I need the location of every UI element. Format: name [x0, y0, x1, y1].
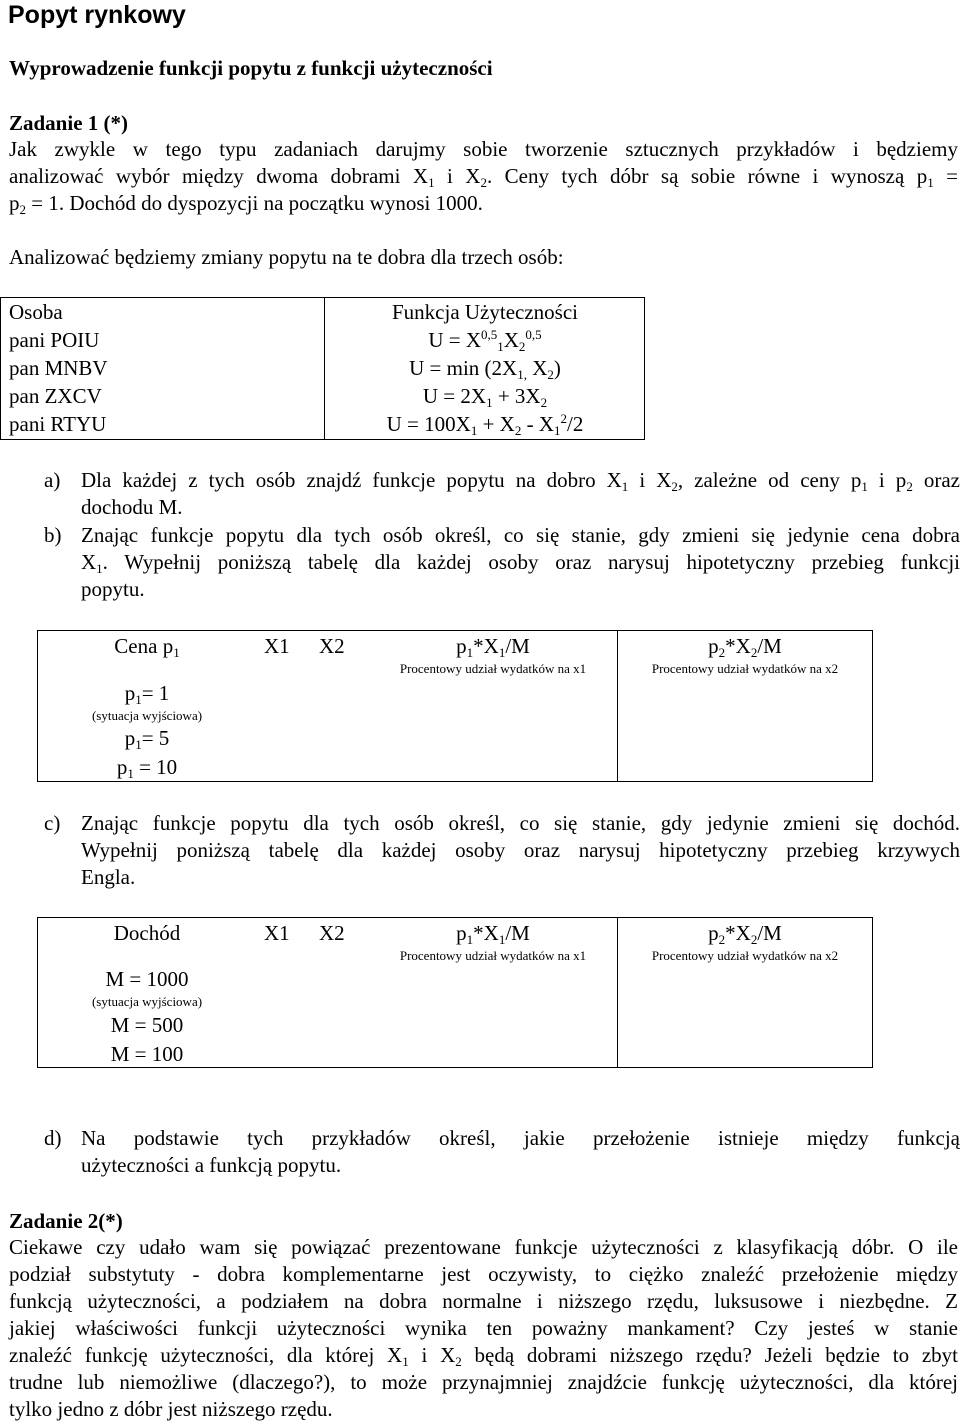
question-text: Znając funkcje popytu dla tych osób określ, co się stanie, gdy zmieni się jedynie cena dobra $X_1$. Wypełnij poniższą tabelę dla każdej osoby oraz narysuj hipotetyczny przebieg funkcji popytu. [81, 523, 960, 601]
task1-intro [9, 136, 958, 217]
paragraph-line: tylko jedno z dóbr jest niższego rzędu. [9, 1397, 333, 1421]
question-a [44, 467, 960, 523]
share-x1-col-caption: Procentowy udział wydatków na x1 [399, 948, 587, 963]
paragraph-line: jakiej właściwości funkcji użyteczności wynika ten poważny mankament? Czy jesteś w stanie [9, 1316, 958, 1340]
table-row-caption: (sytuacja wyjściowa) [91, 708, 203, 723]
paragraph-line: znaleźć funkcję użyteczności, dla której $X_1$ i $X_2$ będą dobrami niższego rzędu? Jeżeli będzie to zbyt [9, 1343, 959, 1369]
price-col-header: Cena $p_1$ [114, 634, 180, 660]
question-text: Na podstawie tych przykładów określ, jakie przełożenie istnieje między funkcją użyteczności a funkcją popytu. [81, 1126, 960, 1177]
table-row-function: $U = \min (2X_{1,}$ $X_2$) [409, 356, 561, 382]
x1-col-header: X1 [264, 634, 290, 658]
x2-col-header: X2 [319, 634, 345, 658]
table-row-caption: (sytuacja wyjściowa) [91, 994, 203, 1009]
table-row-person: pani RTYU [9, 412, 107, 436]
paragraph-line: funkcją użyteczności, a podziałem na dobra normalne i niższego rzędu, luksusowe i niezbędne. Z [9, 1289, 958, 1313]
task2-heading: Zadanie 2(*) [9, 1209, 123, 1233]
table-row-function: $U = 2X_1 + 3X_2$ [422, 384, 548, 410]
table-row-income: M = 1000 [105, 967, 189, 991]
page-title: Popyt rynkowy [8, 1, 186, 29]
price-table [37, 630, 873, 782]
paragraph-line: trudne lub niemożliwe (dlaczego?), to może przynajmniej znajdźcie funkcję użyteczności, dla której [9, 1370, 958, 1394]
question-b [44, 522, 960, 606]
table-row-income: M = 500 [110, 1013, 184, 1037]
intro-line: $p_2 = 1$. Dochód do dyspozycji na początku wynosi 1000. [9, 191, 483, 217]
intro-line: analizować wybór między dwoma dobrami $X_1$ i $X_2$. Ceny tych dóbr są sobie równe i wynoszą $p_1$ = [9, 164, 958, 190]
question-label: a) [44, 468, 61, 492]
analysis-intro: Analizować będziemy zmiany popytu na te dobra dla trzech osób: [9, 245, 564, 269]
question-c [44, 810, 960, 894]
income-col-header: Dochód [113, 921, 181, 945]
table-row-function: $U = 100X_1 + X_2 - X_1^2/2$ [386, 411, 584, 438]
table-row-person: pan ZXCV [9, 384, 102, 408]
utility-table-header-function: Funkcja Użyteczności [391, 300, 579, 324]
table-row-income: M = 100 [110, 1042, 184, 1066]
table-row-person: pani POIU [9, 328, 100, 352]
paragraph-line: Ciekawe czy udało wam się powiązać prezentowane funkcje użyteczności z klasyfikacją dóbr. O ile [9, 1235, 958, 1259]
share-x2-col-header: $p_2*X_2/M$ [708, 921, 782, 947]
share-x2-col-header: $p_2*X_2/M$ [708, 634, 782, 660]
x2-col-header: X2 [319, 921, 345, 945]
paragraph-line: podział substytuty - dobra komplementarne jest oczywisty, to ciężko znaleźć przełożenie między [9, 1262, 958, 1286]
question-d [44, 1125, 960, 1181]
task1-heading: Zadanie 1 (*) [9, 111, 129, 135]
utility-table-header-person: Osoba [9, 300, 63, 324]
share-x2-col-caption: Procentowy udział wydatków na x2 [651, 948, 839, 963]
share-x1-col-header: $p_1*X_1/M$ [456, 634, 530, 660]
section-subtitle: Wyprowadzenie funkcji popytu z funkcji użyteczności [9, 56, 493, 80]
share-x2-col-caption: Procentowy udział wydatków na x2 [651, 661, 839, 676]
share-x1-col-caption: Procentowy udział wydatków na x1 [399, 661, 587, 676]
question-text: Dla każdej z tych osób znajdź funkcje popytu na dobro $X_1$ i $X_2$, zależne od ceny $p_1$ i $p_2$ oraz dochodu M. [81, 468, 960, 519]
utility-table [0, 297, 645, 440]
table-row-function: $U = X^{0,5}_1X_2^{0,5}$ [428, 327, 542, 354]
table-row-price: $p_1= 1$ [124, 681, 170, 707]
table-row-price: $p_1 = 10$ [116, 755, 178, 781]
share-x1-col-header: $p_1*X_1/M$ [456, 921, 530, 947]
table-row-person: pan MNBV [9, 356, 108, 380]
question-text: Znając funkcje popytu dla tych osób określ, co się stanie, gdy jedynie zmieni się dochód. Wypełnij poniższą tabelę dla każdej osoby oraz narysuj hipotetyczny przebieg krzywych Engla. [81, 811, 960, 889]
question-label: c) [44, 811, 61, 835]
table-row-price: $p_1= 5$ [124, 726, 170, 752]
task2-text [9, 1234, 958, 1423]
intro-line: Jak zwykle w tego typu zadaniach darujmy sobie tworzenie sztucznych przykładów i będziemy [9, 137, 958, 161]
x1-col-header: X1 [264, 921, 290, 945]
income-table [37, 917, 873, 1068]
question-label: d) [44, 1126, 62, 1150]
question-label: b) [44, 523, 62, 547]
